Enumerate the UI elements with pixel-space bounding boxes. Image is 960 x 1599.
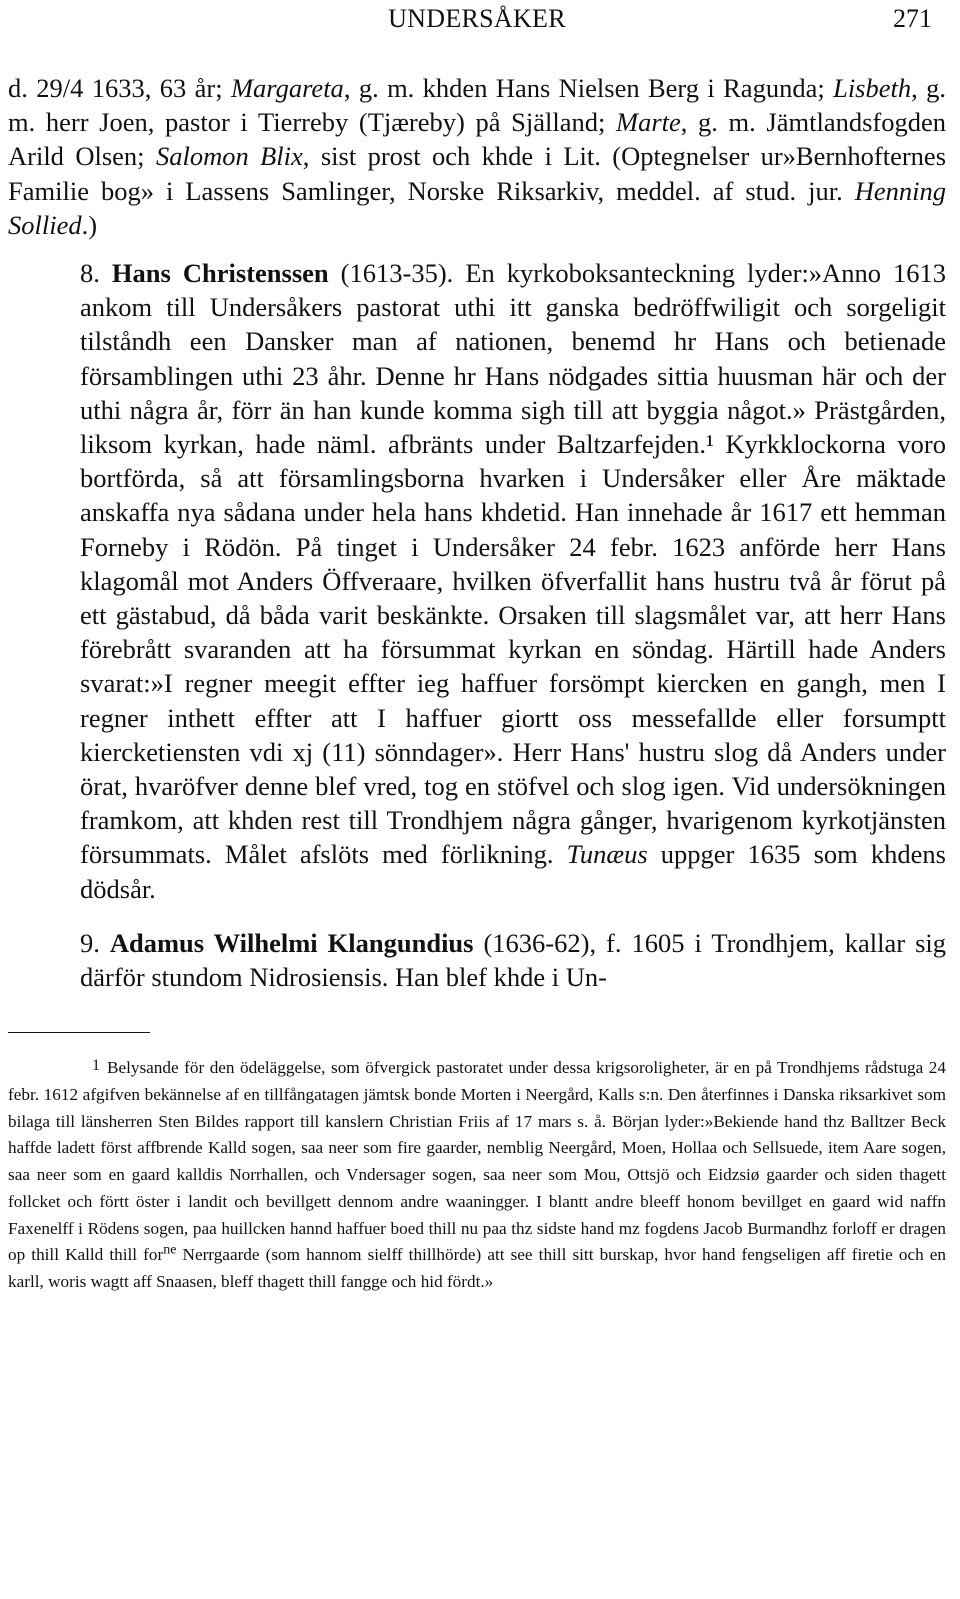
text-run: Belysande för den ödeläggelse, som öfvergick pastoratet under dessa krigsoroligheter, är en på Trondhjems rådstuga 24 febr. 1612 afgifven bekännelse af en tillfångatagen jämtsk bonde Morten i Neergård, Kalls s:n. Den återfinnes i Danska riksarkivet som bilaga till länsherren Sten Bildes rapport till kanslern Christian Friis af 17 mars s. å. Början lyder:»Bekiende hand thz Balltzer Beck haffde ladett först affbrende Kalld sogen, saa neer som fire gaarder, nemblig Neergård, Moen, Hollaa och Sellsuede, item Aare sogen, saa neer som en gaard kalldis Norrhallen, och Vndersager sogen, saa neer som Mou, Ottsjö och Eidzsiø gaarder och siden thagett follcket och förtt öster i landit och bevillgett dennom andre waaningger. I blantt andre bleeff honom bevillget en gaard wid naffn Faxenelff i Rödens sogen, paa huillcken hannd haffuer boed thill nu paa thz sidste hand mz fogdens Jacob Burmandhz forloff er dragen op thill Kalld thill for (8, 1058, 946, 1265)
entry-name-adamus-klangundius: Adamus Wilhelmi Klangundius (109, 927, 474, 958)
italic-name-salomon-blix: Salomon Blix (155, 141, 303, 172)
paragraph-entry-8 (8, 256, 946, 906)
text-run: Nerrgaarde (som hannom sielff thillhörde) att see thill sitt burskap, hvor hand fengseligen aff firetie och en karll, woris wagtt aff Snaasen, bleff thagett thill fangge och hid fördt.» (8, 1245, 946, 1291)
text-run: Kyrkklockorna voro bortförda, så att församlingsborna hvarken i Undersåker eller Åre mäktade anskaffa nya sådana under hela hans khdetid. Han innehade år 1617 ett hemman Forneby i Rödön. På tinget i Undersåker 24 febr. 1623 anförde herr Hans klagomål mot Anders Öffveraare, hvilken öfverfallit hans hustru två år förut på ett gästabud, då båda varit beskänkte. Orsaken till slagsmålet var, att herr Hans förebrått svaranden att ha försummat kyrkan en söndag. Härtill hade Anders svarat:»I regner meegit effter ieg haffuer forsömpt kiercken en gangh, men I regner inthett effter att I haffuer giortt oss messefallde eller forsumptt kiercketiensten vdi xj (11) sönndager». Herr Hans' hustru slog då Anders under örat, hvaröfver denne blef vred, tog en stöfvel och slog igen. Vid undersökningen framkom, att khden rest till Trondhjem några gånger, hvarigenom kyrkotjänsten försummats. Målet afslöts med förlikning. (80, 429, 947, 870)
text-run: (1636-62), f. 1605 i Trondhjem, kallar sig därför stundom Nidrosiensis. Han blef khde i Un- (80, 927, 946, 993)
running-title: UNDERSÅKER (388, 4, 566, 33)
main-text (8, 71, 946, 994)
italic-name-lisbeth: Lisbeth (833, 73, 912, 103)
text-run: d. 29/4 1633, 63 år; (8, 73, 231, 103)
superscript-ne: ne (163, 1242, 177, 1258)
text-run: , g. m. Jämtlandsfogden Arild Olsen; (8, 107, 946, 172)
italic-name-margareta: Margareta (230, 73, 344, 103)
paragraph-intro (8, 71, 946, 242)
footnote-text (8, 1053, 946, 1295)
text-run: (1613-35). En kyrkoboksanteckning lyder:»Anno 1613 ankom till Undersåkers pastorat uthi itt ganska bedröffwiligit och sorgeligit tilståndh een Dansker man af nationen, benemd hr Hans och betienade församblingen uthi 23 åhr. Denne hr Hans nödgades sittia huusman här och der uthi några år, förr än han kunde komma sigh till att byggia något.» Prästgården, liksom kyrkan, hade näml. afbränts under Baltzarfejden. (80, 258, 946, 460)
text-run: , g. m. herr Joen, pastor i Tierreby (Tjæreby) på Själland; (8, 73, 947, 138)
footnote-mark: 1 (92, 1057, 100, 1075)
entry-name-hans-christenssen: Hans Christenssen (111, 258, 329, 289)
footnote-reference[interactable]: ¹ (706, 429, 714, 460)
entry-number: 9. (80, 927, 110, 958)
italic-name-henning-sollied: Henning Sollied (8, 175, 946, 240)
text-run: uppger 1635 som khdens dödsår. (80, 839, 946, 904)
running-header (8, 0, 946, 44)
text-run: .) (81, 209, 98, 240)
text-run: , g. m. khden Hans Nielsen Berg i Ragunda; (343, 73, 834, 103)
page-number: 271 (893, 4, 932, 33)
italic-name-marte: Marte (616, 107, 681, 138)
entry-number: 8. (80, 258, 112, 289)
footnote-divider (8, 1032, 150, 1033)
text-run: , sist prost och khde i Lit. (Optegnelser ur»Bernhofternes Familie bog» i Lassens Samlinger, Norske Riksarkiv, meddel. af stud. jur. (8, 141, 947, 206)
footnote (8, 1053, 946, 1295)
paragraph-entry-9 (8, 926, 946, 994)
italic-name-tunaeus: Tunæus (566, 839, 648, 870)
